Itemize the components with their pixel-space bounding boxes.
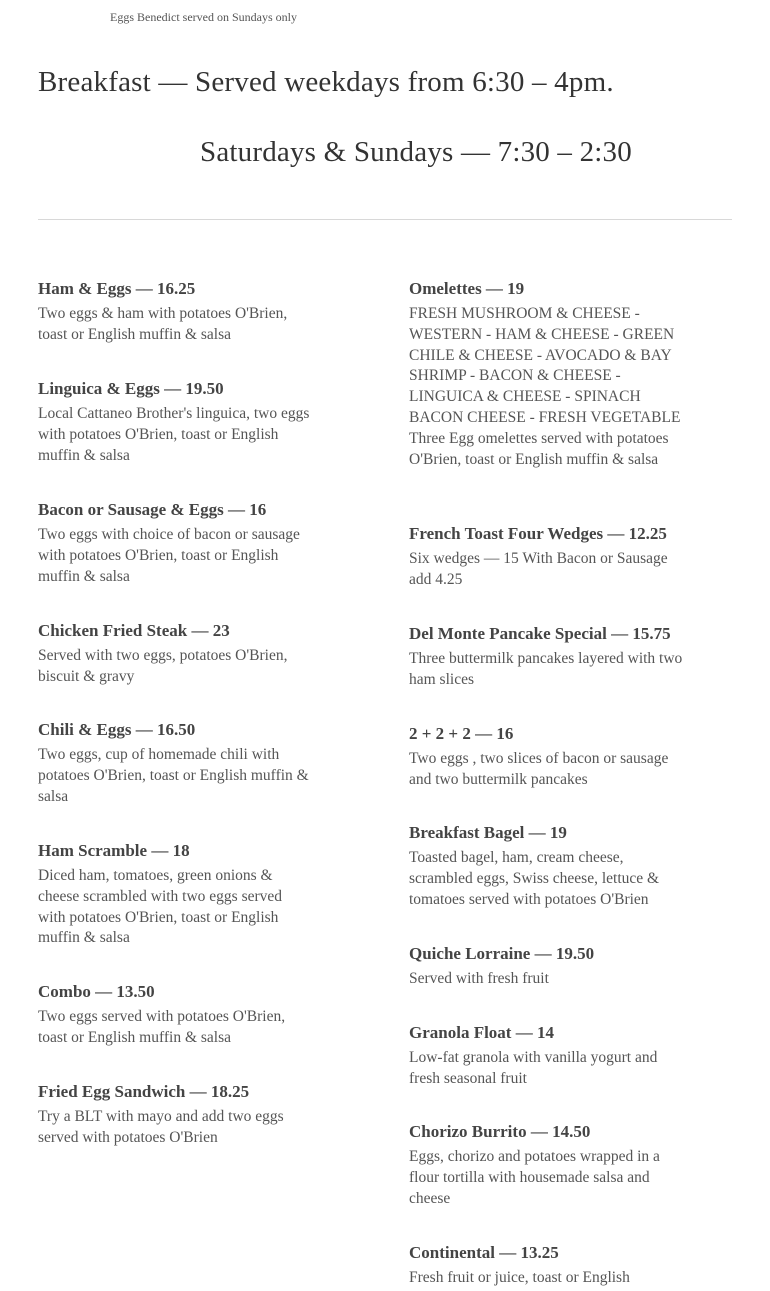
- menu-item-description: Try a BLT with mayo and add two eggs served with potatoes O'Brien: [38, 1108, 284, 1146]
- menu-item: [409, 523, 687, 623]
- menu-item-description: Two eggs served with potatoes O'Brien, toast or English muffin & salsa: [38, 1008, 286, 1046]
- menu-item: [409, 1242, 687, 1289]
- menu-item: [38, 719, 313, 840]
- menu-column-right: [409, 278, 687, 1289]
- menu-item-title: Chicken Fried Steak — 23: [38, 621, 230, 640]
- breakfast-hours-heading: Breakfast — Served weekdays from 6:30 – 4pm.: [38, 66, 614, 98]
- menu-item: [38, 499, 313, 620]
- menu-item-title: Ham & Eggs — 16.25: [38, 279, 196, 298]
- menu-item: [38, 981, 313, 1081]
- menu-item-title: French Toast Four Wedges — 12.25: [409, 524, 667, 543]
- menu-item-description: Six wedges — 15 With Bacon or Sausage add 4.25: [409, 550, 668, 588]
- eggs-benedict-note: Eggs Benedict served on Sundays only: [110, 10, 297, 24]
- menu-item: [409, 278, 687, 523]
- menu-item-description: Low-fat granola with vanilla yogurt and fresh seasonal fruit: [409, 1049, 658, 1087]
- menu-item-description: FRESH MUSHROOM & CHEESE - WESTERN - HAM & CHEESE - GREEN CHILE & CHEESE - AVOCADO & BAY SHRIMP - BACON & CHEESE - LINGUICA & CHEESE - SPINACH BACON CHEESE - FRESH VEGETABLE Three Egg omelettes served with potatoes O'Brien, toast or English muffin & salsa: [409, 305, 681, 468]
- section-divider: [38, 219, 732, 220]
- menu-item-title: 2 + 2 + 2 — 16: [409, 724, 514, 743]
- menu-item-title: Granola Float — 14: [409, 1023, 554, 1042]
- menu-item-description: Toasted bagel, ham, cream cheese, scrambled eggs, Swiss cheese, lettuce & tomatoes served with potatoes O'Brien: [409, 849, 660, 908]
- menu-item-title: Fried Egg Sandwich — 18.25: [38, 1082, 250, 1101]
- menu-item-description: Diced ham, tomatoes, green onions & cheese scrambled with two eggs served with potatoes O'Brien, toast or English muffin & salsa: [38, 867, 283, 947]
- menu-item-title: Combo — 13.50: [38, 982, 155, 1001]
- menu-item-title: Quiche Lorraine — 19.50: [409, 944, 595, 963]
- menu-item-title: Chorizo Burrito — 14.50: [409, 1122, 591, 1141]
- menu-item-title: Chili & Eggs — 16.50: [38, 720, 196, 739]
- menu-item-description: Local Cattaneo Brother's linguica, two eggs with potatoes O'Brien, toast or English muffin & salsa: [38, 405, 310, 464]
- menu-item: [38, 620, 313, 719]
- menu-item-description: Eggs, chorizo and potatoes wrapped in a flour tortilla with housemade salsa and cheese: [409, 1148, 660, 1207]
- menu-item: [409, 822, 687, 943]
- menu-item: [38, 378, 313, 499]
- menu-item-title: Linguica & Eggs — 19.50: [38, 379, 224, 398]
- menu-item: [409, 1022, 687, 1121]
- menu-item: [409, 623, 687, 723]
- menu-item-title: Del Monte Pancake Special — 15.75: [409, 624, 671, 643]
- menu-column-left: [38, 278, 313, 1161]
- menu-item-title: Omelettes — 19: [409, 279, 525, 298]
- menu-item-title: Continental — 13.25: [409, 1243, 559, 1262]
- menu-item-description: Three buttermilk pancakes layered with two ham slices: [409, 650, 683, 688]
- menu-item: [38, 1081, 313, 1161]
- menu-item: [409, 1121, 687, 1242]
- menu-item-description: Two eggs & ham with potatoes O'Brien, toast or English muffin & salsa: [38, 305, 288, 343]
- menu-item-description: Two eggs, cup of homemade chili with potatoes O'Brien, toast or English muffin & salsa: [38, 746, 309, 805]
- menu-item-title: Bacon or Sausage & Eggs — 16: [38, 500, 267, 519]
- menu-item-description: Fresh fruit or juice, toast or English: [409, 1269, 630, 1286]
- menu-item-description: Served with fresh fruit: [409, 970, 549, 987]
- menu-item-description: Served with two eggs, potatoes O'Brien, biscuit & gravy: [38, 647, 288, 685]
- menu-item: [409, 723, 687, 822]
- menu-item-title: Ham Scramble — 18: [38, 841, 190, 860]
- menu-item-description: Two eggs , two slices of bacon or sausage and two buttermilk pancakes: [409, 750, 669, 788]
- weekend-hours-heading: Saturdays & Sundays — 7:30 – 2:30: [200, 136, 632, 168]
- menu-item-title: Breakfast Bagel — 19: [409, 823, 567, 842]
- menu-item: [38, 278, 313, 378]
- menu-item-description: Two eggs with choice of bacon or sausage with potatoes O'Brien, toast or English muffin & salsa: [38, 526, 300, 585]
- menu-item: [38, 840, 313, 981]
- menu-item: [409, 943, 687, 1022]
